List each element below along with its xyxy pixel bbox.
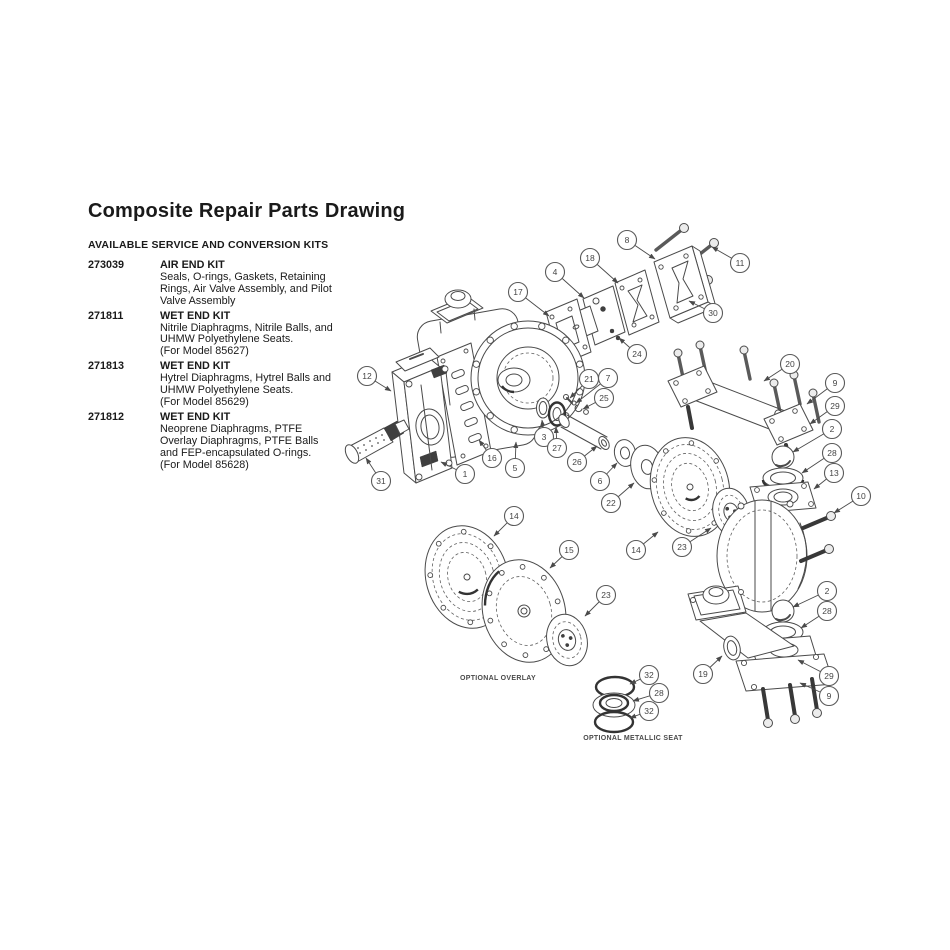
kit-description-line: Seals, O-rings, Gaskets, Retaining xyxy=(160,270,326,283)
callout-number: 16 xyxy=(487,453,497,463)
callout-number: 6 xyxy=(597,476,603,486)
kit-description-line: (For Model 85628) xyxy=(160,458,249,471)
kit-description-line: Valve Assembly xyxy=(160,294,236,307)
callout-number: 11 xyxy=(735,258,745,268)
kit-description-line: and FEP-encapsulated O-rings. xyxy=(160,446,312,459)
callout-number: 9 xyxy=(826,691,832,701)
kit-description-line: (For Model 85629) xyxy=(160,395,249,408)
callout-number: 23 xyxy=(601,590,611,600)
page-title: Composite Repair Parts Drawing xyxy=(88,200,406,222)
callout-number: 12 xyxy=(362,371,372,381)
callout-number: 21 xyxy=(584,374,594,384)
optional-metallic-seat-drawing xyxy=(593,677,635,732)
kit-part-number: 271811 xyxy=(88,309,124,322)
callout-number: 19 xyxy=(698,669,708,679)
kit-description-line: Overlay Diaphragms, PTFE Balls xyxy=(160,434,319,447)
callout-number: 3 xyxy=(541,432,547,442)
callout-number: 20 xyxy=(785,359,795,369)
callout-number: 18 xyxy=(585,253,595,263)
kit-description-line: (For Model 85627) xyxy=(160,345,249,358)
callout-number: 29 xyxy=(830,401,840,411)
callout-number: 27 xyxy=(552,443,562,453)
muffler-drawing xyxy=(343,420,409,465)
kit-part-number: 273039 xyxy=(88,259,125,271)
callout-number: 31 xyxy=(376,476,386,486)
diaphragm-left-group-drawing xyxy=(413,516,592,673)
callout-number: 17 xyxy=(513,287,523,297)
callout-number: 13 xyxy=(829,468,839,478)
callout-number: 29 xyxy=(824,671,834,681)
callout-number: 32 xyxy=(644,706,654,716)
callout-number: 2 xyxy=(829,424,835,434)
kit-part-number: 271813 xyxy=(88,360,125,373)
diagram-label: OPTIONAL METALLIC SEAT xyxy=(583,735,683,742)
kit-part-number: 271812 xyxy=(88,410,125,423)
kit-name: WET END KIT xyxy=(160,360,231,373)
callout-number: 28 xyxy=(654,688,664,698)
callout-number: 9 xyxy=(832,378,838,388)
kit-name: AIR END KIT xyxy=(160,259,225,271)
kits-heading: AVAILABLE SERVICE AND CONVERSION KITS xyxy=(88,239,329,251)
callout-number: 14 xyxy=(509,511,519,521)
callout-number: 14 xyxy=(631,545,641,555)
kit-description-line: Neoprene Diaphragms, PTFE xyxy=(160,422,303,435)
kit-description-line: UHMW Polyethylene Seats. xyxy=(160,333,294,346)
callout-number: 25 xyxy=(599,393,609,403)
kit-description-line: UHMW Polyethylene Seats. xyxy=(160,384,294,397)
callout-number: 10 xyxy=(856,491,866,501)
callout-number: 15 xyxy=(564,545,574,555)
callout-number: 1 xyxy=(462,469,468,479)
callout-number: 28 xyxy=(822,606,832,616)
diagram-label: OPTIONAL OVERLAY xyxy=(460,675,536,682)
kit-description-line: Rings, Air Valve Assembly, and Pilot xyxy=(160,282,332,295)
kit-name: WET END KIT xyxy=(160,309,231,322)
callout-number: 5 xyxy=(512,463,518,473)
callout-number: 22 xyxy=(606,498,616,508)
callout-number: 8 xyxy=(624,235,630,245)
callout-number: 30 xyxy=(708,308,718,318)
kit-name: WET END KIT xyxy=(160,410,231,423)
callout-number: 26 xyxy=(572,457,582,467)
kit-description-line: Hytrel Diaphragms, Hytrel Balls and xyxy=(160,372,332,385)
callout-number: 4 xyxy=(552,267,558,277)
callout-number: 2 xyxy=(824,586,830,596)
callout-number: 28 xyxy=(827,448,837,458)
kit-description-line: Nitrile Diaphragms, Nitrile Balls, and xyxy=(160,321,333,334)
callout-number: 32 xyxy=(644,670,654,680)
callout-number: 24 xyxy=(632,349,642,359)
callout-number: 7 xyxy=(605,373,611,383)
callout-number: 23 xyxy=(677,542,687,552)
